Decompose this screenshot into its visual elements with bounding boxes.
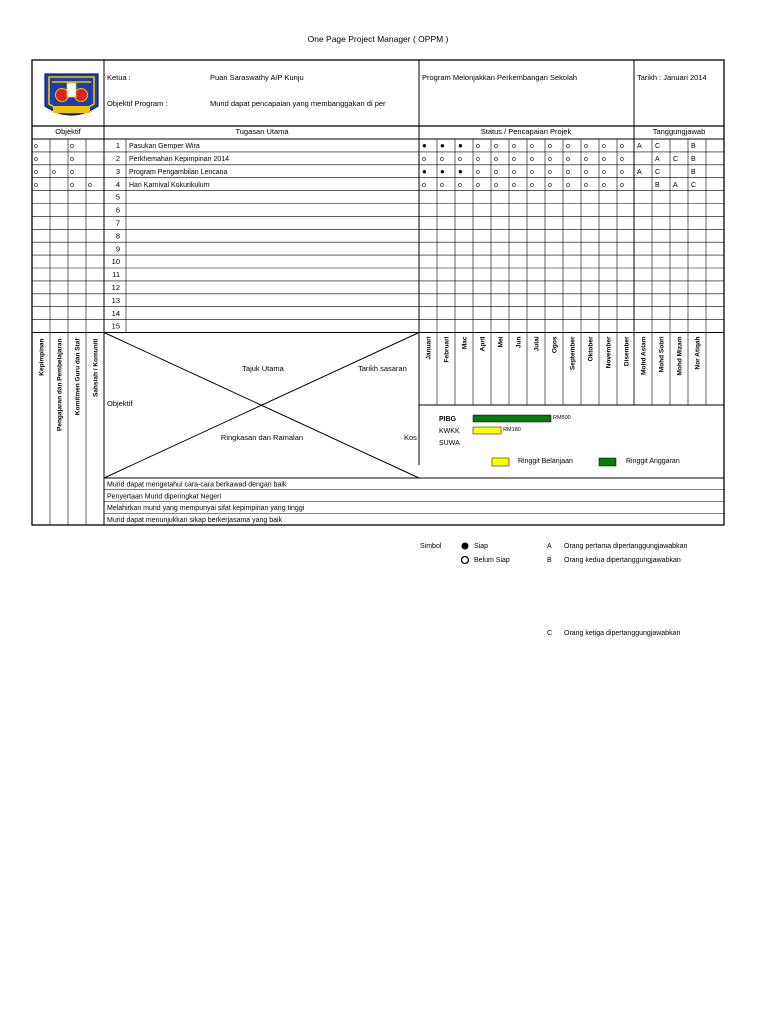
objective-mark: o	[34, 155, 38, 163]
diagram-objektif-label: Objektif	[107, 399, 133, 408]
symbol-c-desc: Orang ketiga dipertanggungjawabkan	[564, 630, 681, 637]
pending-status-icon: o	[566, 168, 570, 176]
task-number: 7	[115, 218, 120, 228]
legend-budget-label: Ringgit Anggaran	[626, 458, 680, 465]
pending-status-icon: o	[548, 168, 552, 176]
month-label: Disember	[623, 336, 631, 367]
table-row	[116, 218, 120, 227]
table-row	[34, 141, 696, 150]
month-label: Januari	[425, 336, 433, 360]
month-label: Februari	[443, 336, 451, 363]
budget-chart	[439, 415, 680, 466]
tugasan-header: Tugasan Utama	[235, 127, 289, 136]
responsibility-mark: C	[655, 168, 661, 176]
symbol-a-desc: Orang pertama dipertanggungjawabkan	[564, 543, 688, 550]
objective-mark: o	[70, 168, 74, 176]
pending-status-icon: o	[602, 143, 606, 151]
pending-status-icon: o	[602, 168, 606, 176]
symbol-a: A	[547, 543, 552, 550]
symbol-legend	[420, 543, 687, 638]
task-number: 3	[115, 166, 120, 176]
not-done-label: Belum Siap	[474, 557, 510, 564]
responsibility-mark: A	[673, 181, 678, 189]
pending-status-icon: o	[494, 181, 498, 189]
pending-status-icon: o	[512, 168, 516, 176]
legend-budget-swatch	[599, 458, 616, 466]
pending-status-icon: o	[566, 143, 570, 151]
pending-status-icon: o	[530, 168, 534, 176]
objective-mark: o	[70, 155, 74, 163]
done-label: Siap	[474, 543, 489, 550]
symbol-c: C	[547, 630, 553, 637]
task-name: Perkhemahan Kepimpinan 2014	[129, 155, 230, 163]
pending-status-icon: o	[548, 155, 552, 163]
legend-actual-swatch	[492, 458, 509, 466]
responsibility-mark: B	[691, 143, 696, 151]
budget-row-label: PIBG	[439, 416, 457, 423]
task-name: Program Pengambilan Lencana	[129, 168, 228, 176]
person-label: Mohd Sobri	[658, 336, 666, 373]
objektif-program-value: Murid dapat pencapaian yang membanggakan di per	[210, 99, 386, 108]
objective-mark: o	[34, 181, 38, 189]
table-row	[116, 231, 120, 240]
budget-bar-value: RM180	[503, 427, 521, 433]
objective-mark: o	[70, 181, 74, 189]
done-status-icon: ●	[440, 166, 445, 176]
table-row	[112, 296, 120, 305]
objective-label: Komitmen Guru dan Staf	[74, 338, 82, 416]
objective-mark: o	[70, 143, 74, 151]
budget-row-label: KWKK	[439, 428, 460, 435]
pending-status-icon: o	[476, 168, 480, 176]
pending-status-icon: o	[494, 143, 498, 151]
ketua-label: Ketua :	[107, 73, 131, 82]
pending-status-icon: o	[476, 143, 480, 151]
ringkasan-label: Ringkasan dan Ramalan	[220, 433, 304, 442]
done-status-icon: ●	[458, 166, 463, 176]
page-title: One Page Project Manager ( OPPM )	[307, 34, 449, 44]
person-label: Mohd Mizam	[676, 336, 684, 376]
table-row	[112, 309, 120, 318]
task-number: 9	[115, 244, 120, 254]
pending-status-icon: o	[548, 181, 552, 189]
person-label: Nor Atiqah	[694, 336, 702, 370]
person-label: Mohd Aslam	[640, 336, 648, 375]
table-row	[116, 206, 120, 215]
symbol-b: B	[547, 557, 552, 564]
month-label: Mac	[461, 336, 469, 350]
table-row	[34, 167, 696, 176]
responsibility-mark: B	[691, 155, 696, 163]
objective-item: Penyertaan Murid diperingkat Negeri	[107, 493, 222, 501]
task-number: 11	[112, 270, 120, 280]
task-number: 13	[111, 295, 120, 305]
school-logo	[45, 74, 98, 115]
pending-status-icon: o	[422, 155, 426, 163]
pending-status-icon: o	[476, 181, 480, 189]
simbol-label: Simbol	[420, 543, 442, 550]
pending-status-icon: o	[530, 181, 534, 189]
table-row	[112, 270, 120, 279]
task-number: 6	[115, 205, 120, 215]
responsibility-mark: C	[655, 143, 661, 151]
pending-status-icon: o	[620, 168, 624, 176]
done-status-icon: ●	[458, 141, 463, 151]
responsibility-mark: A	[637, 168, 642, 176]
pending-status-icon: o	[494, 155, 498, 163]
month-label: April	[479, 336, 487, 352]
task-number: 10	[111, 257, 120, 267]
table-row	[112, 257, 120, 266]
pending-status-icon: o	[602, 181, 606, 189]
objective-mark: o	[34, 143, 38, 151]
task-number: 1	[115, 141, 120, 151]
status-header: Status / Pencapaian Projek	[480, 127, 572, 136]
objective-mark: o	[88, 181, 92, 189]
pending-status-icon: o	[512, 181, 516, 189]
pending-status-icon: o	[440, 155, 444, 163]
responsibility-mark: A	[637, 143, 642, 151]
tarikh-sasaran-label: Tarikh sasaran	[358, 364, 407, 373]
not-done-symbol-icon	[462, 557, 469, 564]
pending-status-icon: o	[458, 155, 462, 163]
pending-status-icon: o	[494, 168, 498, 176]
objective-mark: o	[34, 168, 38, 176]
objectives-list	[104, 482, 724, 524]
pending-status-icon: o	[584, 181, 588, 189]
budget-bar-value: RM500	[553, 415, 571, 421]
month-label: Ogos	[551, 336, 559, 354]
objektif-header: Objektif	[55, 127, 81, 136]
done-status-icon: ●	[422, 141, 427, 151]
task-number: 12	[111, 282, 120, 292]
tajuk-utama-label: Tajuk Utama	[242, 364, 284, 373]
budget-bar	[473, 427, 501, 434]
month-label: Mei	[497, 336, 505, 348]
objective-item: Murid dapat menunjukkan sikap berkerjasama yang baik	[107, 516, 283, 524]
objective-item: Melahirkan murid yang mempunyai sifat kepimpinan yang tinggi	[107, 505, 305, 512]
table-row	[112, 283, 120, 292]
pending-status-icon: o	[620, 155, 624, 163]
tanggungjawab-header: Tanggungjawab	[652, 127, 706, 136]
responsibility-mark: C	[691, 181, 697, 189]
task-number: 14	[111, 308, 120, 318]
objective-item: Murid dapat mengetahui cara-cara berkawad dengan baik	[107, 481, 287, 489]
task-number: 8	[115, 231, 120, 241]
pending-status-icon: o	[512, 155, 516, 163]
pending-status-icon: o	[566, 155, 570, 163]
done-symbol-icon	[462, 543, 469, 550]
responsibility-mark: A	[655, 155, 660, 163]
task-name: Hari Karnival Kokurikulum	[129, 181, 210, 189]
objektif-program-label: Objektif Program :	[107, 99, 168, 108]
task-number: 5	[115, 192, 120, 202]
month-label: Jun	[515, 336, 523, 349]
objective-label: Pengajaran dan Pembelajaran	[56, 338, 64, 431]
task-number: 15	[111, 321, 120, 331]
pending-status-icon: o	[476, 155, 480, 163]
budget-bar	[473, 415, 551, 422]
objective-mark: o	[52, 168, 56, 176]
budget-row-label: SUWA	[439, 440, 460, 447]
responsibility-mark: B	[691, 168, 696, 176]
table-row	[34, 180, 696, 189]
pending-status-icon: o	[584, 168, 588, 176]
pending-status-icon: o	[458, 181, 462, 189]
table-row	[34, 154, 696, 163]
month-label: November	[605, 336, 613, 369]
responsibility-mark: B	[655, 181, 660, 189]
month-label: Julai	[533, 336, 541, 352]
pending-status-icon: o	[620, 143, 624, 151]
pending-status-icon: o	[440, 181, 444, 189]
pending-status-icon: o	[584, 143, 588, 151]
pending-status-icon: o	[422, 181, 426, 189]
table-row	[116, 193, 120, 202]
done-status-icon: ●	[422, 166, 427, 176]
month-label: Oktober	[587, 336, 595, 362]
pending-status-icon: o	[530, 143, 534, 151]
kos-label: Kos	[404, 433, 417, 442]
symbol-b-desc: Orang kedua dipertanggungjawabkan	[564, 557, 681, 564]
objective-label: Kepimpinan	[38, 338, 46, 376]
lower-section	[32, 333, 724, 479]
month-label: September	[569, 336, 577, 371]
task-name: Pasukan Gemper Wira	[129, 143, 200, 151]
done-status-icon: ●	[440, 141, 445, 151]
table-row	[112, 322, 120, 331]
task-number: 4	[115, 179, 120, 189]
pending-status-icon: o	[566, 181, 570, 189]
objective-label: Sahsiah / Komuniti	[92, 338, 100, 398]
legend-actual-label: Ringgit Belanjaan	[518, 458, 573, 465]
tarikh: Tarikh : Januari 2014	[637, 73, 707, 82]
pending-status-icon: o	[548, 143, 552, 151]
pending-status-icon: o	[512, 143, 516, 151]
ketua-value: Puan Saraswathy A/P Kunju	[210, 73, 304, 82]
task-number: 2	[115, 153, 120, 163]
pending-status-icon: o	[602, 155, 606, 163]
pending-status-icon: o	[620, 181, 624, 189]
pending-status-icon: o	[584, 155, 588, 163]
program-title: Program Melonjakkan Perkembangan Sekolah	[422, 73, 578, 82]
responsibility-mark: C	[673, 155, 679, 163]
pending-status-icon: o	[530, 155, 534, 163]
table-row	[116, 244, 120, 253]
